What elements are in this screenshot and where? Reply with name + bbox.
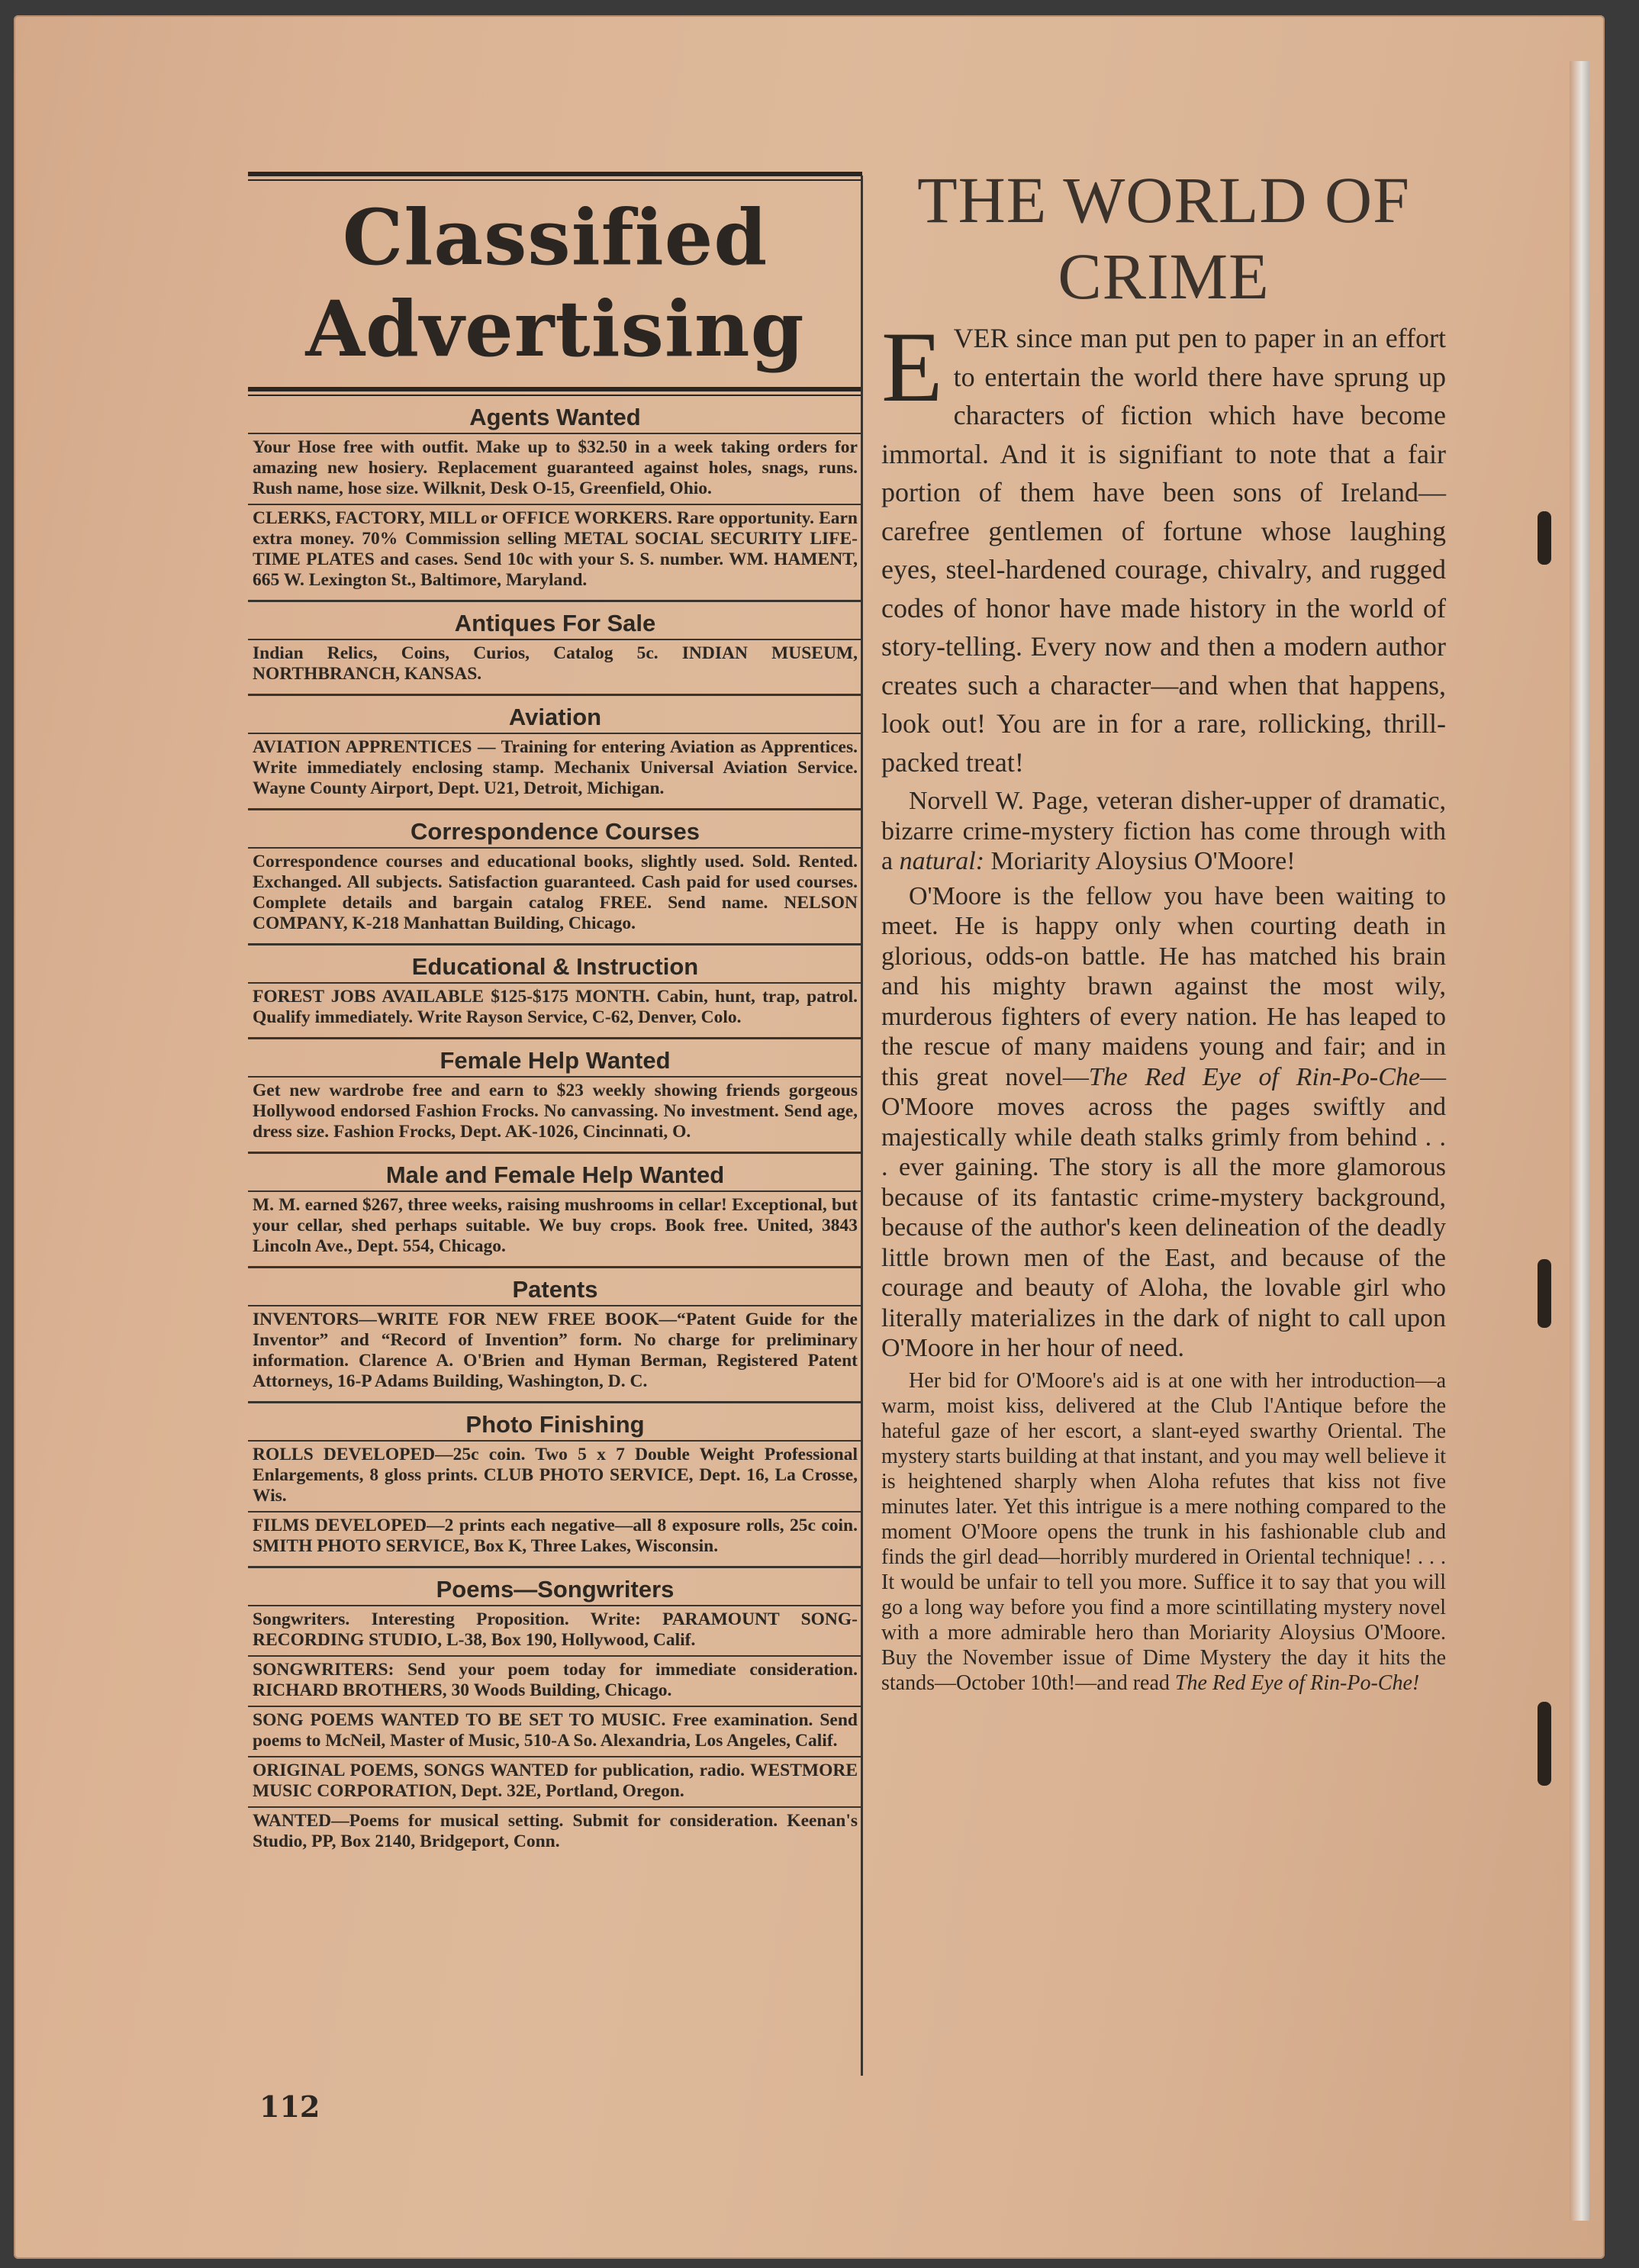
section-heading: Agents Wanted	[469, 404, 641, 430]
page-tear-mark	[1538, 1702, 1551, 1786]
paragraph-3-text-a: O'Moore is the fellow you have been waiting to meet. He is happy only when courting death in glorious, odds-on battle. He has matched his brain and his mighty brawn against the most wily, murderous fighters of every nation. He has leaped to the rescue of many maidens young and fair; and in this great novel—	[881, 881, 1446, 1091]
ad-section	[248, 1037, 862, 1147]
top-rule-thin	[248, 179, 862, 181]
ad-section	[248, 1401, 862, 1561]
masthead-line-2: Advertising	[305, 284, 805, 374]
classified-column	[248, 172, 862, 2102]
paragraph-2-text-a: Norvell W. Page, veteran disher-upper of dramatic, bizarre crime-mystery fiction has come through with a	[881, 787, 1446, 875]
classified-ad: SONGWRITERS: Send your poem today for immediate consideration. RICHARD BROTHERS, 30 Woods Building, Chicago.	[248, 1655, 862, 1706]
paragraph-3-italic: The Red Eye of Rin-Po-Che	[1088, 1062, 1420, 1091]
masthead-rule	[248, 387, 862, 391]
section-heading: Male and Female Help Wanted	[385, 1161, 725, 1188]
classified-ad: CLERKS, FACTORY, MILL or OFFICE WORKERS. Rare opportunity. Earn extra money. 70% Commission selling METAL SOCIAL SECURITY LIFE-TIME PLATES and cases. Send 10c with your S. S. number. WM. HAMENT, 665 W. Lexington St., Baltimore, Maryland.	[248, 504, 862, 595]
article-paragraph-1	[881, 311, 1446, 781]
article-title-line-2: CRIME	[1058, 240, 1270, 313]
ad-section	[248, 1152, 862, 1261]
ad-section	[248, 402, 862, 595]
classified-ad: Your Hose free with outfit. Make up to $32.50 in a week taking orders for amazing new hosiery. Replacement guaranteed against holes, snags, runs. Rush name, hose size. Wilknit, Desk O-15, Greenfield, Ohio.	[248, 433, 862, 504]
ad-sections	[248, 402, 862, 1857]
article-paragraph-2	[881, 786, 1446, 877]
masthead-line-1: Classified	[342, 192, 768, 282]
section-heading: Correspondence Courses	[411, 818, 700, 845]
classified-ad: FOREST JOBS AVAILABLE $125-$175 MONTH. Cabin, hunt, trap, patrol. Qualify immediately. Write Rayson Service, C-62, Denver, Colo.	[248, 982, 862, 1033]
ad-section	[248, 808, 862, 939]
section-heading: Photo Finishing	[465, 1411, 645, 1438]
article-title-line-1: THE WORLD OF	[917, 163, 1410, 237]
classified-ad: AVIATION APPRENTICES — Training for entering Aviation as Apprentices. Write immediately enclosing stamp. Mechanix Universal Aviation Service. Wayne County Airport, Dept. U21, Detroit, Michigan.	[248, 733, 862, 804]
classified-masthead	[248, 192, 862, 375]
ad-section	[248, 1566, 862, 1857]
classified-ad: WANTED—Poems for musical setting. Submit for consideration. Keenan's Studio, PP, Box 2140, Bridgeport, Conn.	[248, 1806, 862, 1857]
ad-section	[248, 600, 862, 689]
classified-ad: M. M. earned $267, three weeks, raising mushrooms in cellar! Exceptional, but your cellar, shed perhaps suitable. We buy crops. Book free. United, 3843 Lincoln Ave., Dept. 554, Chicago.	[248, 1190, 862, 1261]
article-paragraph-4	[881, 1368, 1446, 1696]
section-heading: Patents	[512, 1276, 598, 1303]
classified-ad: INVENTORS—WRITE FOR NEW FREE BOOK—“Patent Guide for the Inventor” and “Record of Invention” form. No charge for preliminary information. Clarence A. O'Brien and Hyman Berman, Registered Patent Attorneys, 16-P Adams Building, Washington, D. C.	[248, 1305, 862, 1397]
drop-cap: E	[881, 311, 943, 423]
ad-section	[248, 943, 862, 1033]
paragraph-2-text-b: Moriarity Aloysius O'Moore!	[990, 847, 1296, 875]
article-column	[881, 162, 1446, 2085]
section-heading: Antiques For Sale	[454, 610, 656, 636]
paragraph-4-text-a: Her bid for O'Moore's aid is at one with her introduction—a warm, moist kiss, delivered at the Club l'Antique before the hateful gaze of her escort, a slant-eyed swarthy Oriental. The mystery starts building at that instant, and you may well believe it is heightened sharply when Aloha refutes that kiss not five minutes later. Yet this intrigue is a mere nothing compared to the moment O'Moore opens the trunk in his fashionable club and finds the girl dead—horribly murdered in Oriental technique! . . . It would be unfair to tell you more. Suffice it to say that you will go a long way before you find a more scintillating mystery novel with a more admirable hero than Moriarity Aloysius O'Moore. Buy the November issue of Dime Mystery the day it hits the stands—October 10th!—and read	[881, 1368, 1446, 1695]
column-divider	[861, 176, 863, 2076]
classified-ad: ROLLS DEVELOPED—25c coin. Two 5 x 7 Double Weight Professional Enlargements, 8 gloss prints. CLUB PHOTO SERVICE, Dept. 16, La Crosse, Wis.	[248, 1440, 862, 1511]
article-title	[881, 162, 1446, 314]
ad-section	[248, 694, 862, 804]
classified-ad: SONG POEMS WANTED TO BE SET TO MUSIC. Free examination. Send poems to McNeil, Master of Music, 510-A So. Alexandria, Los Angeles, Calif.	[248, 1706, 862, 1756]
page-tear-mark	[1538, 1259, 1551, 1328]
classified-ad: ORIGINAL POEMS, SONGS WANTED for publication, radio. WESTMORE MUSIC CORPORATION, Dept. 32E, Portland, Oregon.	[248, 1756, 862, 1806]
page-edge	[1570, 61, 1589, 2221]
classified-ad: FILMS DEVELOPED—2 prints each negative—all 8 exposure rolls, 25c coin. SMITH PHOTO SERVICE, Box K, Three Lakes, Wisconsin.	[248, 1511, 862, 1561]
section-heading: Poems—Songwriters	[436, 1576, 675, 1603]
article-paragraph-3	[881, 881, 1446, 1364]
section-heading: Educational & Instruction	[411, 953, 699, 980]
page-tear-mark	[1538, 511, 1551, 565]
ad-section	[248, 1266, 862, 1397]
paragraph-4-italic: The Red Eye of Rin-Po-Che!	[1174, 1670, 1420, 1695]
classified-ad: Correspondence courses and educational books, slightly used. Sold. Rented. Exchanged. All subjects. Satisfaction guaranteed. Cash paid for used courses. Complete details and bargain catalog FREE. Send name. NELSON COMPANY, K-218 Manhattan Building, Chicago.	[248, 847, 862, 939]
page-number: 112	[259, 2089, 320, 2124]
masthead-rule-thin	[248, 395, 862, 396]
top-rule	[248, 172, 862, 176]
paragraph-1-text: VER since man put pen to paper in an effort to entertain the world there have sprung up characters of fiction which have become immortal. And it is signifiant to note that a fair portion of them have been sons of Ireland—carefree gentlemen of fortune whose laughing eyes, steel-hardened courage, chivalry, and rugged codes of honor have made history in the world of story-telling. Every now and then a modern author creates such a character—and when that happens, look out! You are in for a rare, rollicking, thrill-packed treat!	[881, 323, 1446, 778]
classified-ad: Get new wardrobe free and earn to $23 weekly showing friends gorgeous Hollywood endorsed Fashion Frocks. No canvassing. No investment. Send age, dress size. Fashion Frocks, Dept. AK-1026, Cincinnati, O.	[248, 1076, 862, 1147]
section-heading: Female Help Wanted	[440, 1047, 671, 1074]
paragraph-3-text-b: —O'Moore moves across the pages swiftly and majestically while death stalks grimly from behind . . . ever gaining. The story is all the more glamorous because of its fantastic crime-mystery background, because of the author's keen delineation of the deadly little brown men of the East, and because of the courage and beauty of Aloha, the lovable girl who literally materializes in the dark of night to call upon O'Moore in her hour of need.	[881, 1062, 1446, 1362]
classified-ad: Songwriters. Interesting Proposition. Write: PARAMOUNT SONG-RECORDING STUDIO, L-38, Box 190, Hollywood, Calif.	[248, 1605, 862, 1655]
classified-ad: Indian Relics, Coins, Curios, Catalog 5c. INDIAN MUSEUM, NORTHBRANCH, KANSAS.	[248, 639, 862, 689]
paragraph-2-italic: natural:	[899, 847, 985, 875]
section-heading: Aviation	[508, 704, 602, 730]
